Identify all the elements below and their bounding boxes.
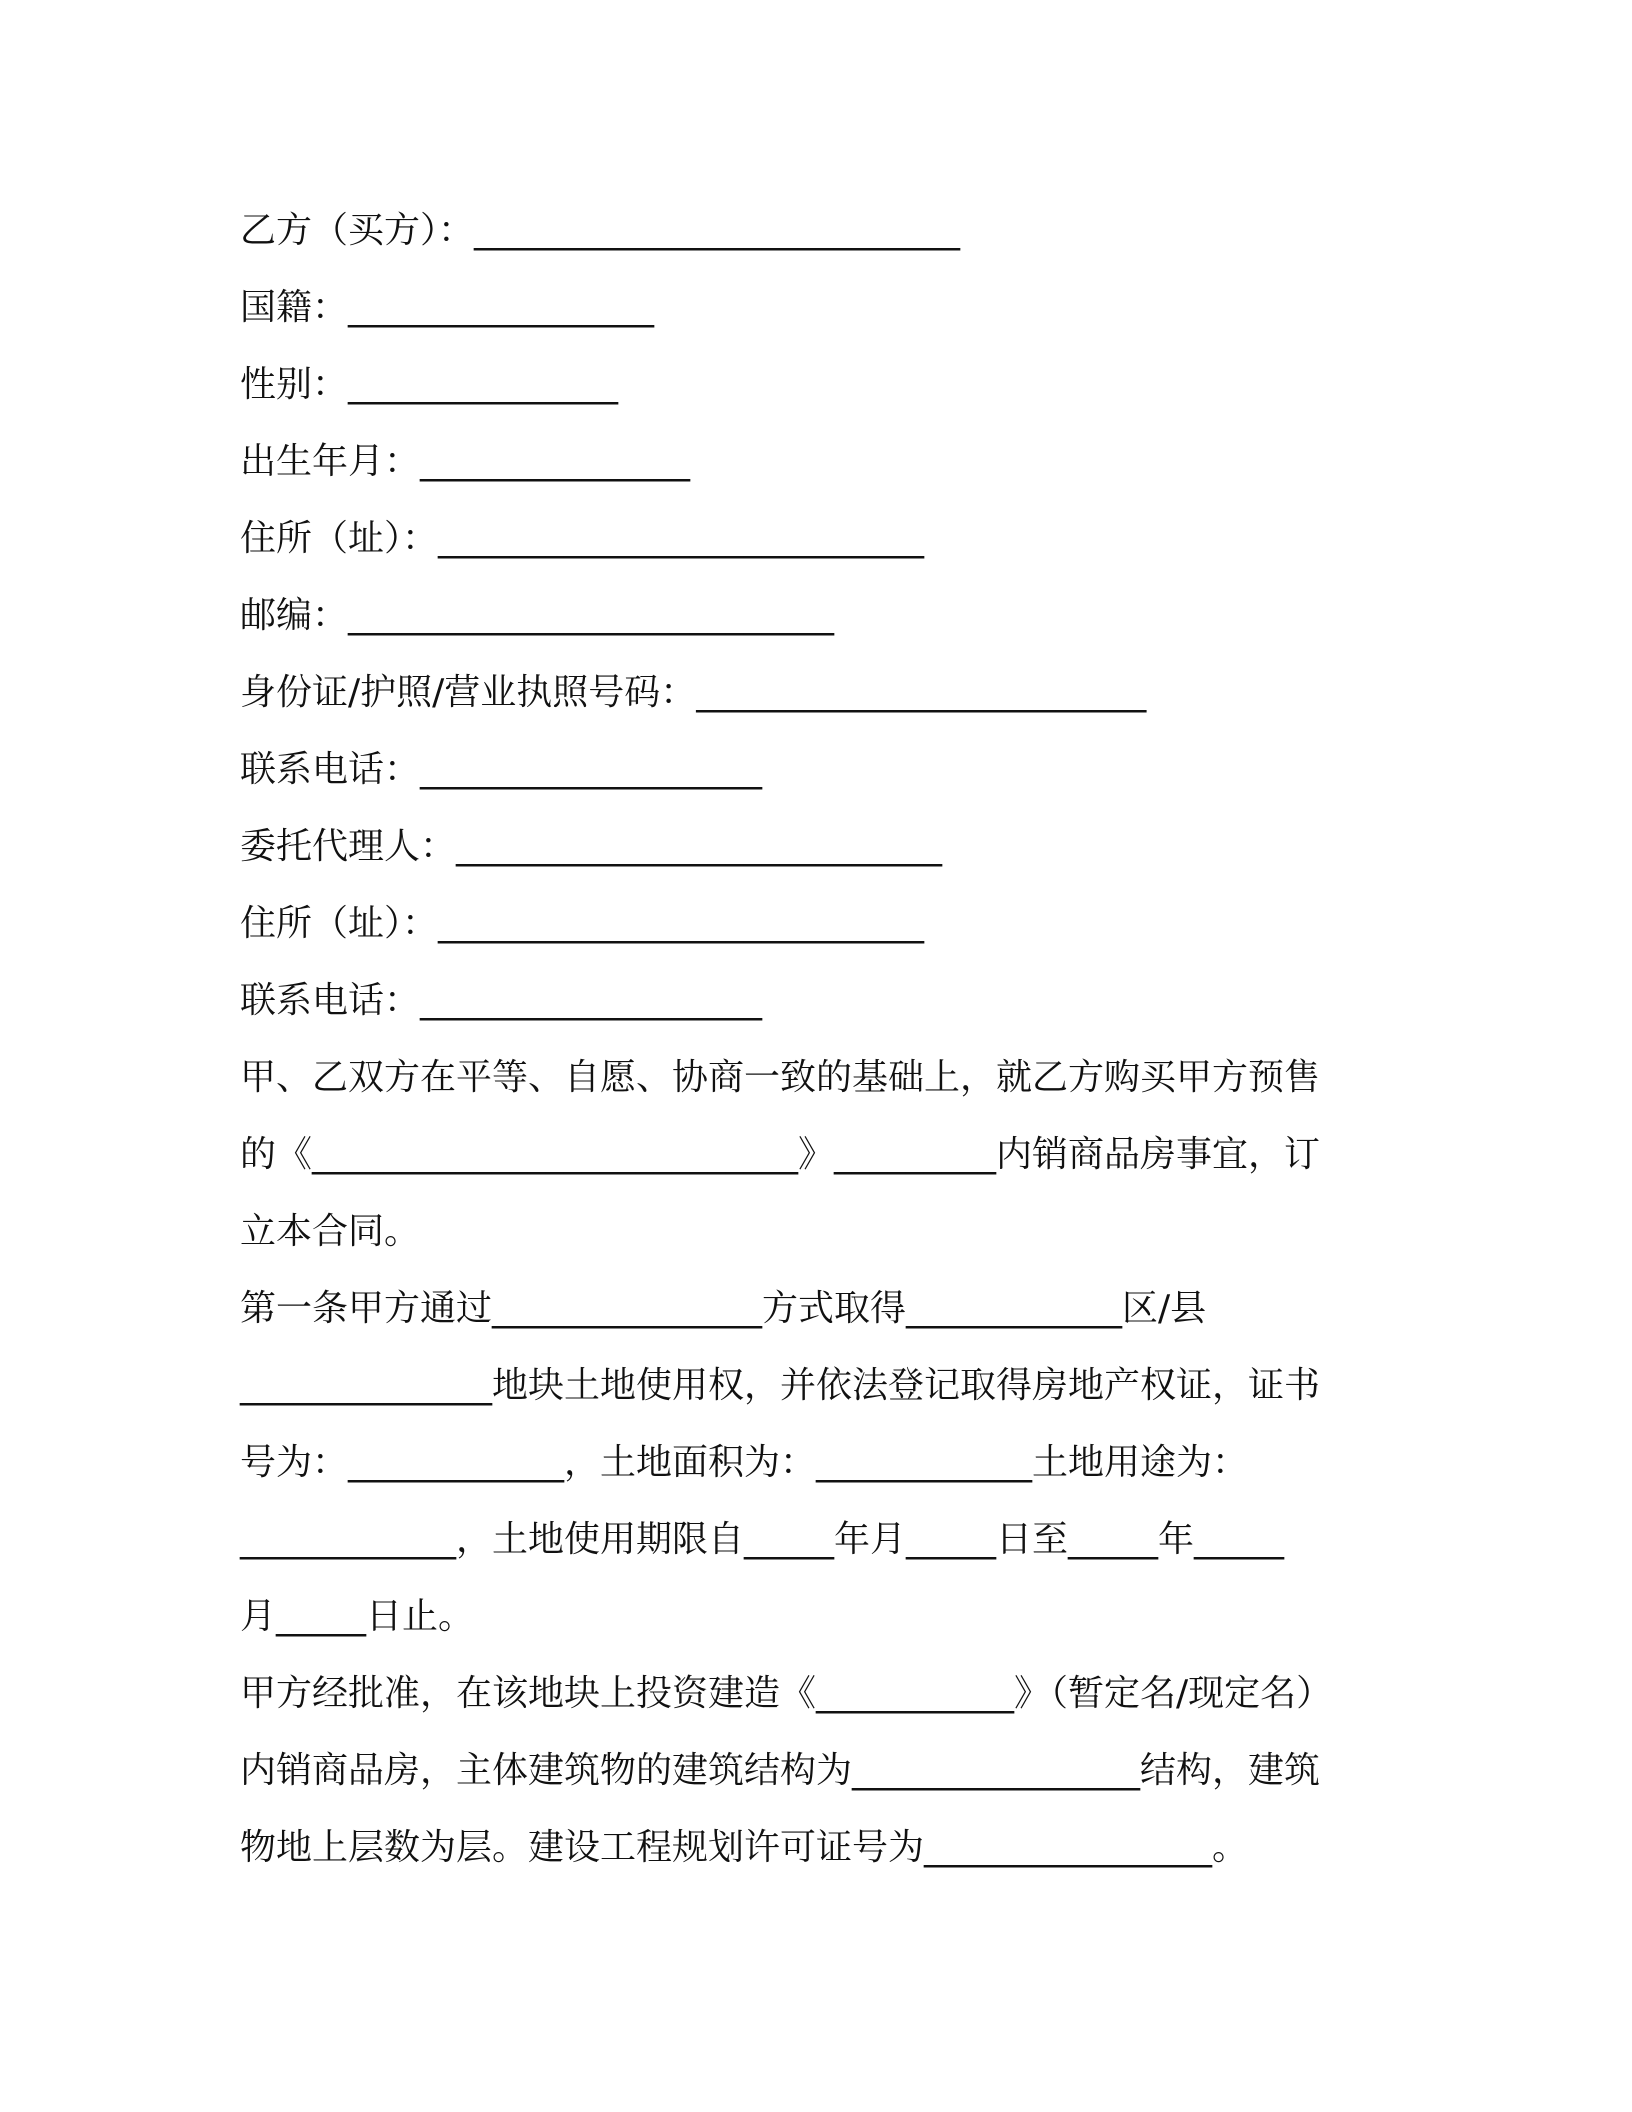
article-one-line-1: 第一条甲方通过_______________方式取得____________区/县 (240, 1288, 1207, 1329)
phone-line: 联系电话：___________________ (240, 749, 763, 790)
contract-text (240, 192, 1380, 1886)
construction-paragraph-line-2: 内销商品房，主体建筑物的建筑结构为________________结构，建筑 (240, 1750, 1321, 1791)
article-one-line-4: ____________，土地使用期限自_____年月_____日至_____年_____ (240, 1519, 1285, 1560)
construction-paragraph-line-3: 物地上层数为层。建设工程规划许可证号为________________。 (240, 1827, 1249, 1868)
agent-line: 委托代理人：___________________________ (240, 826, 943, 867)
article-one-line-3: 号为：____________，土地面积为：____________土地用途为： (240, 1442, 1249, 1483)
birth-date-line: 出生年月：_______________ (240, 441, 691, 482)
gender-line: 性别：_______________ (240, 364, 619, 405)
agreement-paragraph-line-2: 的《___________________________》_________内销商品房事宜，订 (240, 1134, 1321, 1175)
agent-address-line: 住所（址）：___________________________ (240, 903, 925, 944)
agent-phone-line: 联系电话：___________________ (240, 980, 763, 1021)
address-line: 住所（址）：___________________________ (240, 518, 925, 559)
agreement-paragraph-line-3: 立本合同。 (240, 1211, 421, 1252)
article-one-line-2: ______________地块土地使用权，并依法登记取得房地产权证，证书 (240, 1365, 1321, 1406)
id-number-line: 身份证/护照/营业执照号码：_________________________ (240, 672, 1147, 713)
construction-paragraph-line-1: 甲方经批准，在该地块上投资建造《___________》（暂定名/现定名） (240, 1673, 1333, 1714)
article-one-line-5: 月_____日止。 (240, 1596, 475, 1637)
postcode-line: 邮编：___________________________ (240, 595, 835, 636)
agreement-paragraph-line-1: 甲、乙双方在平等、自愿、协商一致的基础上，就乙方购买甲方预售 (240, 1057, 1321, 1098)
buyer-name-line: 乙方（买方）：___________________________ (240, 210, 961, 251)
nationality-line: 国籍：_________________ (240, 287, 655, 328)
